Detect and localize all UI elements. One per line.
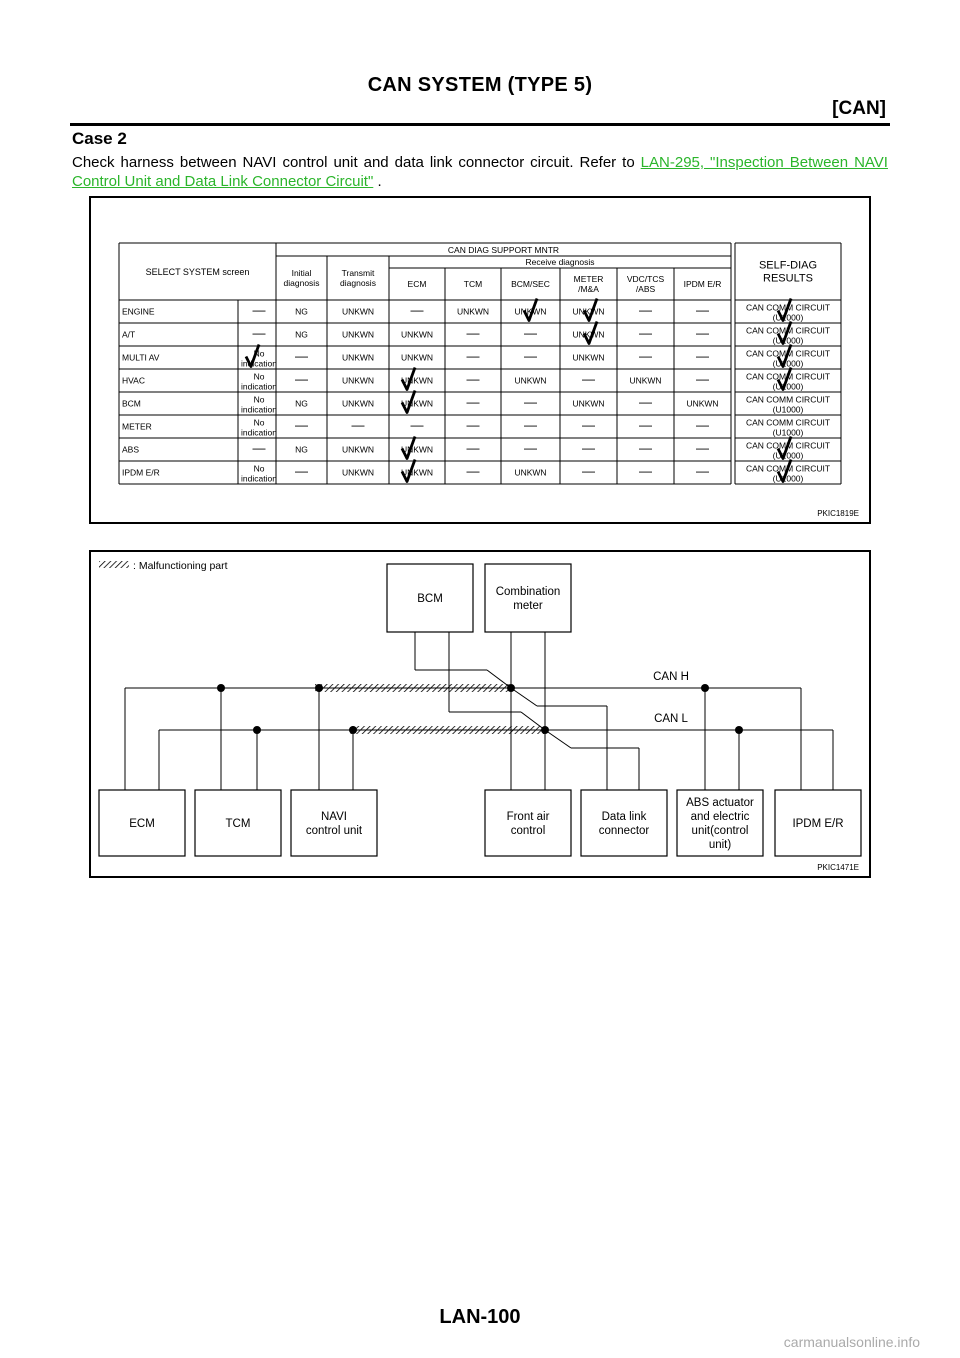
mntr-header: CAN DIAG SUPPORT MNTR [447, 245, 560, 255]
receive-col-header: BCM/SEC [511, 279, 550, 290]
data-link-connector-label: Data link [601, 811, 647, 823]
receive-col-header: METER [573, 274, 604, 285]
cell-value: UNKWN [341, 398, 375, 409]
tcm-label: TCM [225, 818, 251, 830]
cell-value: — [696, 417, 709, 433]
cell-value: — [582, 371, 595, 387]
junction-dot [349, 726, 357, 734]
cell-value: indication [241, 358, 277, 369]
junction-dot [253, 726, 261, 734]
cell-value: — [639, 302, 652, 318]
cell-value: UNKWN [400, 352, 434, 363]
dlc-can-l-wire [545, 730, 571, 748]
row-result: (U1000) [772, 450, 804, 461]
cell-value: — [351, 417, 365, 433]
front-air-control-label: Front air [506, 811, 550, 823]
legend-hatch-icon [99, 561, 129, 568]
select-system-header: SELECT SYSTEM screen [145, 267, 250, 277]
cell-value: — [639, 348, 652, 364]
cell-value: UNKWN [514, 306, 547, 317]
cell-value: No [253, 348, 265, 359]
cell-value: NG [295, 398, 308, 409]
page-number: LAN-100 [439, 1306, 521, 1328]
cell-value: UNKWN [514, 375, 547, 386]
cell-value: — [466, 348, 480, 364]
can-h-label: CAN H [653, 671, 689, 683]
cell-value: — [295, 371, 308, 387]
cell-value: — [466, 325, 480, 341]
figure-id: PKIC1471E [817, 863, 859, 872]
row-system-name: ENGINE [122, 306, 155, 317]
row-result: (U1000) [772, 404, 804, 415]
cell-value: UNKWN [456, 306, 490, 317]
cell-value: UNKWN [572, 398, 605, 409]
junction-dot [541, 726, 549, 734]
cell-value: indication [241, 381, 277, 392]
row-result: (U1000) [772, 335, 804, 346]
junction-dot [315, 684, 323, 692]
cell-value: UNKWN [341, 352, 375, 363]
initial-header: Initial [291, 268, 312, 279]
cell-value: — [252, 440, 266, 456]
cell-value: UNKWN [400, 329, 434, 340]
combination-meter-box [485, 564, 571, 632]
cell-value: — [582, 417, 595, 433]
cell-value: — [582, 463, 595, 479]
row-result: (U1000) [772, 312, 804, 323]
cell-value: — [582, 440, 595, 456]
cell-value: — [524, 348, 537, 364]
ipdm-er-label: IPDM E/R [792, 818, 844, 830]
row-system-name: IPDM E/R [122, 467, 160, 478]
row-result: CAN COMM CIRCUIT [745, 302, 831, 313]
junction-dot [735, 726, 743, 734]
cell-value: — [696, 440, 709, 456]
cell-value: UNKWN [341, 444, 375, 455]
cell-value: — [524, 440, 537, 456]
abs-actuator-label: ABS actuator [686, 797, 754, 809]
cell-value: — [252, 325, 266, 341]
can-l-label: CAN L [654, 713, 688, 725]
data-link-connector-box [581, 790, 667, 856]
row-result: (U1000) [772, 381, 804, 392]
cell-value: indication [241, 427, 277, 438]
front-air-control-label: control [510, 825, 546, 837]
row-result: CAN COMM CIRCUIT [745, 325, 831, 336]
cell-value: — [295, 463, 308, 479]
row-result: (U1000) [772, 473, 804, 484]
cell-value: — [466, 463, 480, 479]
junction-dot [507, 684, 515, 692]
ecm-label: ECM [129, 818, 155, 830]
row-system-name: MULTI AV [122, 352, 160, 363]
abs-actuator-label: unit(control [691, 825, 749, 837]
row-system-name: A/T [122, 329, 136, 340]
results-header: SELF-DIAG [758, 259, 818, 272]
combination-meter-label: meter [513, 600, 543, 612]
section-tag: [CAN] [832, 98, 886, 119]
initial-header: diagnosis [283, 278, 320, 289]
case-title: Case 2 [72, 129, 127, 148]
reference-link[interactable]: LAN-295, "Inspection Between NAVI Control Unit and Data Link Connector Circuit" [72, 154, 888, 190]
can-wiring-diagram [91, 552, 869, 876]
results-header: RESULTS [763, 272, 813, 285]
cell-value: — [696, 463, 709, 479]
cell-value: — [466, 394, 480, 410]
data-link-connector-label: connector [598, 825, 650, 837]
cell-value: UNKWN [341, 375, 375, 386]
row-result: CAN COMM CIRCUIT [745, 371, 831, 382]
cell-value: NG [295, 444, 308, 455]
cell-value: NG [295, 329, 308, 340]
cell-value: No [253, 463, 265, 474]
figure-id: PKIC1819E [817, 509, 859, 518]
row-result: CAN COMM CIRCUIT [745, 463, 831, 474]
receive-col-header: VDC/TCS [626, 274, 665, 285]
cell-value: indication [241, 404, 277, 415]
cell-value: — [639, 417, 652, 433]
cell-value: — [639, 463, 652, 479]
cell-value: — [524, 394, 537, 410]
cell-value: UNKWN [686, 398, 719, 409]
row-result: CAN COMM CIRCUIT [745, 417, 831, 428]
receive-header: Receive diagnosis [525, 257, 595, 267]
page-title: CAN SYSTEM (TYPE 5) [367, 74, 593, 96]
navi-control-unit-box [291, 790, 377, 856]
row-result: CAN COMM CIRCUIT [745, 394, 831, 405]
dlc-can-h-wire [511, 688, 537, 706]
malfunction-segment-can-l [349, 726, 545, 734]
navi-control-unit-label: NAVI [321, 811, 347, 823]
cell-value: — [466, 417, 480, 433]
instruction-text [72, 153, 888, 191]
transmit-header: Transmit [341, 268, 375, 279]
cell-value: UNKWN [572, 329, 605, 340]
cell-value: — [639, 440, 652, 456]
cell-value: — [639, 394, 652, 410]
malfunction-segment-can-h [315, 684, 511, 692]
cell-value: — [295, 348, 308, 364]
footer-site: carmanualsonline.info [783, 1334, 920, 1350]
cell-value: — [696, 371, 709, 387]
junction-dot [217, 684, 225, 692]
cell-value: indication [241, 473, 277, 484]
diag-monitor-table [91, 198, 869, 522]
cell-value: — [466, 440, 480, 456]
header-rule [70, 123, 890, 126]
cell-value: No [253, 394, 265, 405]
cell-value: — [466, 371, 480, 387]
cell-value: UNKWN [341, 467, 375, 478]
receive-col-header: /M&A [578, 284, 599, 295]
cell-value: — [410, 302, 424, 318]
combination-meter-label: Combination [495, 586, 561, 598]
cell-value: — [696, 325, 709, 341]
cell-value: UNKWN [514, 467, 547, 478]
junction-dot [701, 684, 709, 692]
row-system-name: BCM [122, 398, 141, 409]
cell-value: — [295, 417, 308, 433]
cell-value: UNKWN [629, 375, 662, 386]
cell-value: UNKWN [400, 375, 434, 386]
cell-value: UNKWN [572, 306, 605, 317]
instruction-suffix: . [373, 173, 382, 190]
cell-value: — [696, 302, 709, 318]
row-system-name: METER [122, 421, 152, 432]
row-system-name: HVAC [122, 375, 145, 386]
cell-value: — [696, 348, 709, 364]
row-result: CAN COMM CIRCUIT [745, 348, 831, 359]
legend-label: : Malfunctioning part [133, 560, 228, 572]
cell-value: UNKWN [572, 352, 605, 363]
row-result: (U1000) [772, 358, 804, 369]
cell-value: No [253, 371, 265, 382]
receive-col-header: IPDM E/R [683, 279, 722, 290]
cell-value: NG [295, 306, 308, 317]
cell-value: UNKWN [341, 306, 375, 317]
bcm-label: BCM [417, 593, 443, 605]
row-result: (U1000) [772, 427, 804, 438]
navi-control-unit-label: control unit [305, 825, 363, 837]
cell-value: UNKWN [400, 398, 434, 409]
abs-actuator-label: unit) [708, 839, 732, 851]
cell-value: — [639, 325, 652, 341]
row-result: CAN COMM CIRCUIT [745, 440, 831, 451]
cell-value: UNKWN [341, 329, 375, 340]
cell-value: No [253, 417, 265, 428]
cell-value: — [524, 325, 537, 341]
receive-col-header: ECM [407, 279, 427, 290]
transmit-header: diagnosis [340, 278, 376, 289]
instruction-prefix: Check harness between NAVI control unit and data link connector circuit. Refer to [72, 154, 641, 171]
diag-monitor-figure [89, 196, 871, 524]
abs-actuator-label: and electric [690, 811, 750, 823]
cell-value: — [524, 417, 537, 433]
receive-col-header: TCM [463, 279, 483, 290]
can-wiring-figure [89, 550, 871, 878]
cell-value: UNKWN [400, 467, 434, 478]
cell-value: — [410, 417, 424, 433]
row-system-name: ABS [122, 444, 140, 455]
receive-col-header: /ABS [635, 284, 656, 295]
cell-value: — [252, 302, 266, 318]
cell-value: UNKWN [400, 444, 434, 455]
front-air-control-box [485, 790, 571, 856]
